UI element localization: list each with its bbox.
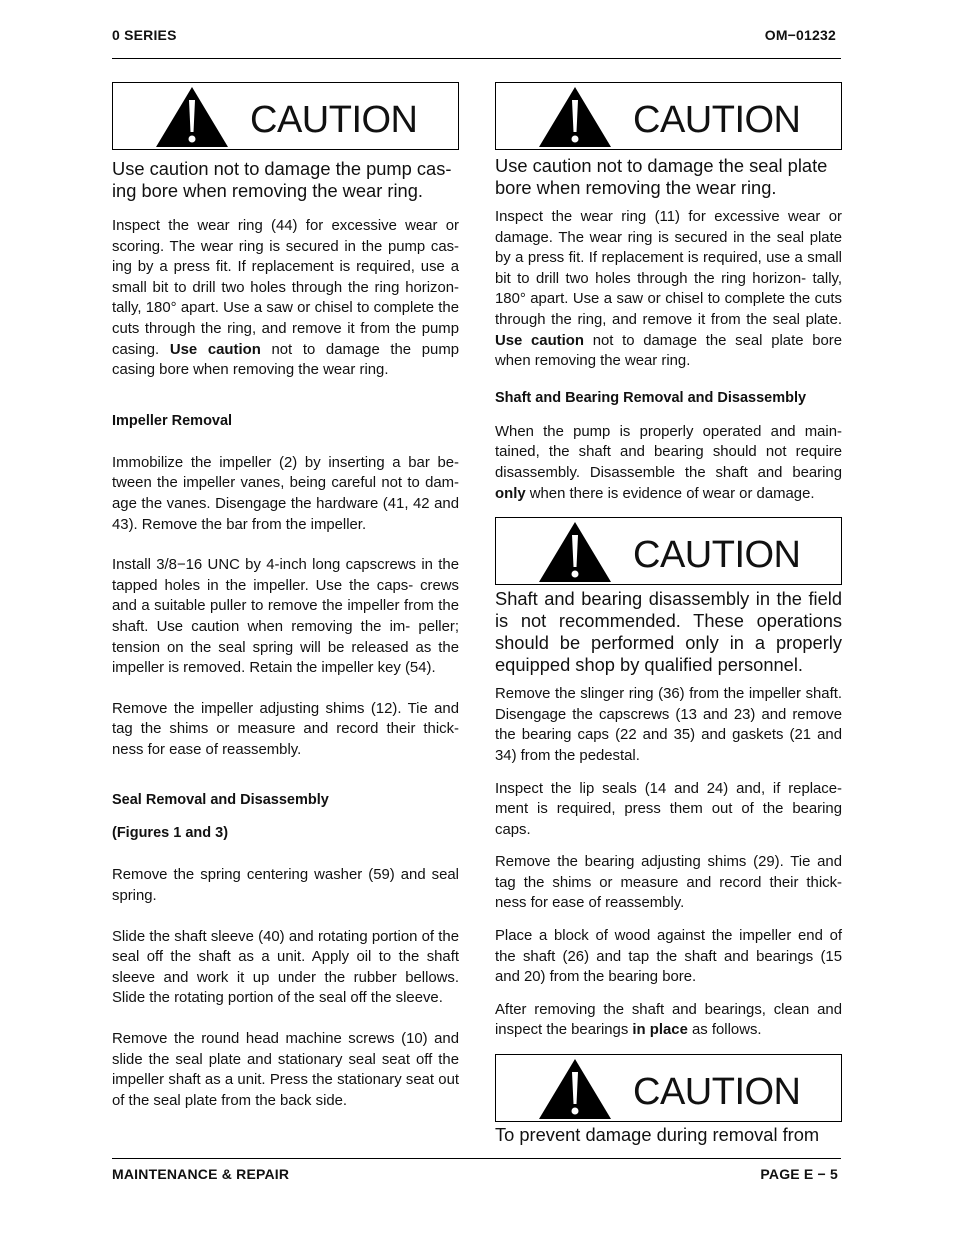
paragraph: Remove the impeller adjusting shims (12). Tie and tag the shims or measure and record their thick- ness for ease of reassembly. (112, 700, 459, 758)
section-heading-shaft-bearing: Shaft and Bearing Removal and Disassembly (495, 389, 807, 406)
caution-box (495, 517, 842, 585)
document-number: OM−01232 (764, 27, 836, 43)
header-rule (112, 58, 841, 59)
paragraph: When the pump is properly operated and main- tained, the shaft and bearing should not require disassembly. Disassemble the shaft and bearing only when there is evidence of wear or damage. (495, 423, 842, 502)
caution-heading: CAUTION (633, 534, 801, 577)
section-heading-seal-removal: Seal Removal and Disassembly (112, 792, 329, 809)
caution-heading: CAUTION (250, 99, 418, 141)
caution-heading: CAUTION (633, 1071, 801, 1114)
section-heading-impeller-removal: Impeller Removal (112, 412, 233, 429)
warning-triangle-icon (538, 86, 612, 148)
paragraph: Immobilize the impeller (2) by inserting a bar be- tween the impeller vanes, being careful not to dam- age the vanes. Disengage the hardware (41, 42 and 43). Remove the bar from the impeller. (112, 454, 459, 533)
caution-message: Shaft and bearing disassembly in the field is not recommended. These operations should be performed only in a properly equipped shop by qualified personnel. (495, 588, 842, 676)
caution-message: Use caution not to damage the seal plate bore when removing the wear ring. (495, 155, 828, 198)
warning-triangle-icon (538, 521, 612, 583)
caution-message: To prevent damage during removal from (495, 1124, 820, 1146)
paragraph: Install 3/8−16 UNC by 4-inch long capscrews in the tapped holes in the impeller. Use the caps- crews and a suitable puller to remove the impeller from the shaft. Use caution when removing the im- peller; tension on the seal spring will be released as the impeller is removed. Retain the impeller key (54). (112, 557, 459, 677)
paragraph: Inspect the lip seals (14 and 24) and, if replace- ment is required, press them out of the bearing caps. (495, 780, 842, 838)
paragraph: Remove the slinger ring (36) from the impeller shaft. Disengage the capscrews (13 and 23) and remove the bearing caps (22 and 35) and gaskets (21 and 34) from the pedestal. (495, 686, 842, 764)
caution-box (495, 1054, 842, 1122)
paragraph: Remove the bearing adjusting shims (29). Tie and tag the shims or measure and record their thick- ness for ease of reassembly. (495, 854, 842, 912)
page-number: PAGE E − 5 (760, 1166, 838, 1182)
caution-heading: CAUTION (633, 99, 801, 141)
caution-box (495, 82, 842, 150)
paragraph: After removing the shaft and bearings, clean and inspect the bearings in place as follows. (495, 1001, 842, 1039)
paragraph: Inspect the wear ring (11) for excessive wear or damage. The wear ring is secured in the seal plate by a press fit. If replacement is required, use a small bit to drill two holes through the ring horizon- tally, 180° apart. Use a saw or chisel to complete the cuts through the ring, and remove it from the seal plate. Use caution not to damage the seal plate bore when removing the wear ring. (495, 209, 842, 370)
warning-triangle-icon (538, 1058, 612, 1120)
paragraph: Remove the spring centering washer (59) and seal spring. (112, 867, 459, 905)
series-label: 0 SERIES (112, 27, 177, 43)
paragraph: Remove the round head machine screws (10) and slide the seal plate and stationary seal seat off the impeller shaft as a unit. Press the stationary seat out of the seal plate from the back side. (112, 1031, 459, 1109)
warning-triangle-icon (155, 86, 229, 148)
paragraph: Inspect the wear ring (44) for excessive wear or scoring. The wear ring is secured in the pump cas- ing by a press fit. If replacement is required, use a small bit to drill two holes through the ring horizon- tally, 180° apart. Use a saw or chisel to complete the cuts through the ring, and remove it from the pump casing. Use caution not to damage the pump casing bore when removing the wear ring. (112, 218, 460, 379)
left-column (112, 82, 459, 1111)
caution-message: Use caution not to damage the pump cas- ing bore when removing the wear ring. (112, 158, 452, 201)
section-subheading-figures: (Figures 1 and 3) (112, 825, 229, 842)
paragraph: Slide the shaft sleeve (40) and rotating portion of the seal off the shaft as a unit. Apply oil to the shaft sleeve and work it up under the rubber bellows. Slide the rotating portion of the seal off the sleeve. (112, 928, 459, 1007)
footer-rule (112, 1158, 841, 1159)
right-column (495, 82, 842, 1146)
caution-box (112, 82, 459, 150)
paragraph: Place a block of wood against the impeller end of the shaft (26) and tap the shaft and bearings (15 and 20) from the bearing bore. (495, 928, 842, 986)
footer-section-label: MAINTENANCE & REPAIR (112, 1166, 290, 1182)
